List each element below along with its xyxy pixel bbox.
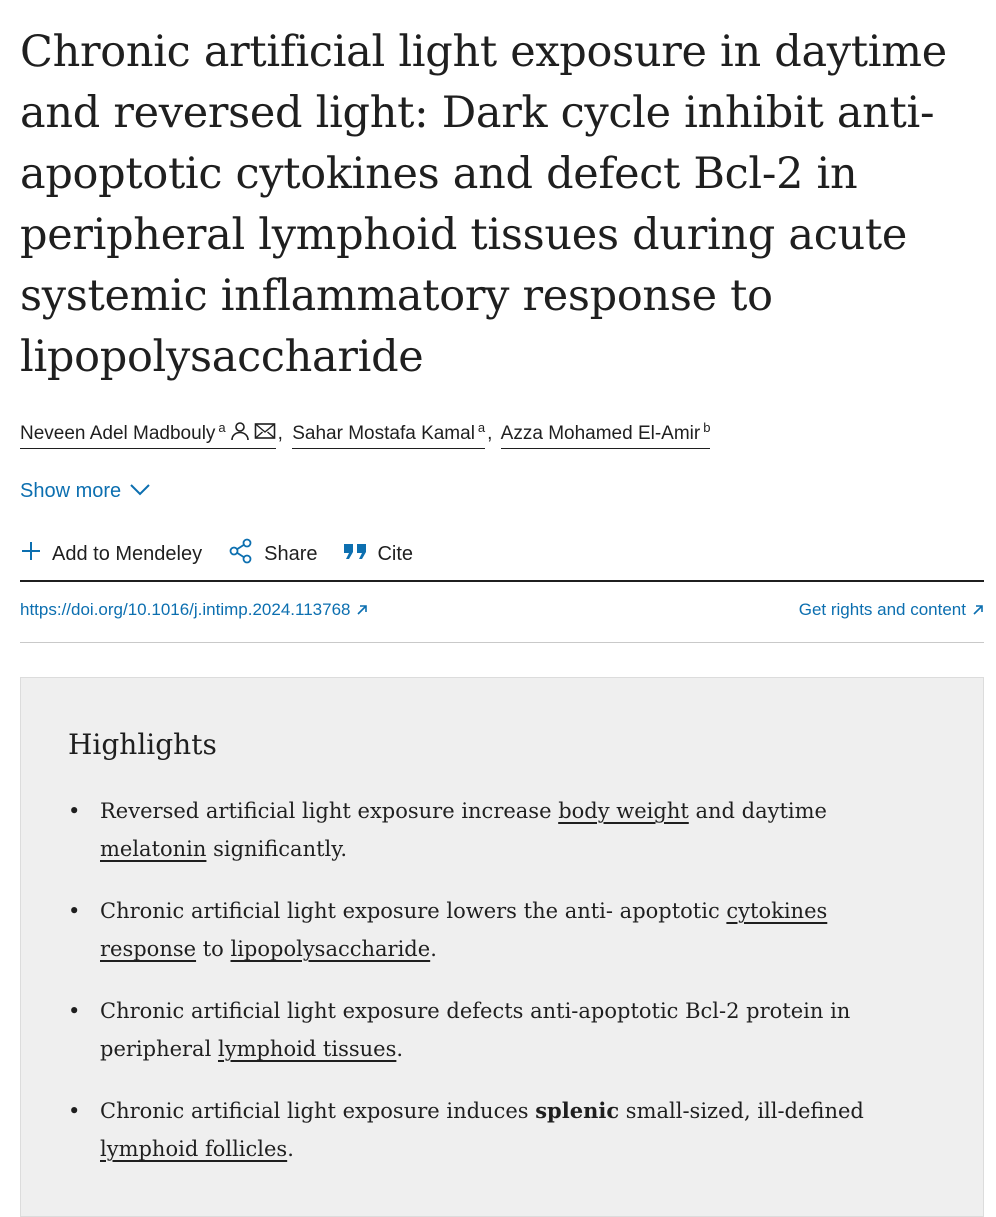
- chevron-down-icon: [129, 480, 151, 503]
- bold-text: splenic: [535, 1098, 620, 1123]
- affiliation-marker: a: [477, 420, 486, 435]
- author-separator: ,: [487, 423, 493, 445]
- highlight-text: Chronic artificial light exposure defects anti-apoptotic Bcl-2 protein in peripheral: [100, 999, 851, 1061]
- highlights-panel: [20, 677, 984, 1217]
- keyword-link[interactable]: body weight: [558, 799, 689, 823]
- highlight-item: [68, 992, 868, 1068]
- author-list: [20, 420, 710, 447]
- keyword-link[interactable]: cytokines response: [100, 899, 828, 961]
- rights-text: Get rights and content: [798, 600, 966, 619]
- highlight-text: significantly.: [206, 837, 348, 861]
- highlight-text: small-sized, ill-defined: [619, 1099, 864, 1123]
- doi-text: https://doi.org/10.1016/j.intimp.2024.113768: [20, 600, 351, 619]
- doi-link[interactable]: [20, 600, 368, 620]
- highlight-text: .: [430, 937, 437, 961]
- show-more-button[interactable]: [20, 480, 151, 503]
- highlight-text: and daytime: [688, 799, 827, 823]
- highlight-text: Chronic artificial light exposure induces: [100, 1099, 536, 1123]
- cite-button[interactable]: [343, 541, 413, 567]
- quote-icon: [343, 541, 367, 567]
- highlight-item: [68, 1092, 868, 1168]
- share-label: Share: [264, 542, 318, 565]
- add-to-mendeley-button[interactable]: [20, 540, 202, 568]
- highlights-list: [68, 792, 868, 1192]
- external-arrow-icon: [356, 604, 368, 616]
- share-button[interactable]: [228, 538, 317, 570]
- author-link-1[interactable]: [20, 420, 276, 449]
- get-rights-link[interactable]: [799, 600, 984, 620]
- affiliation-marker: a: [218, 420, 226, 435]
- highlight-text: .: [287, 1137, 294, 1161]
- link-row: [20, 600, 984, 620]
- author-separator: ,: [277, 423, 283, 445]
- keyword-link[interactable]: lymphoid follicles: [100, 1137, 288, 1161]
- share-icon: [228, 538, 254, 570]
- divider: [20, 642, 984, 643]
- divider: [20, 580, 984, 582]
- cite-label: Cite: [377, 542, 414, 565]
- plus-icon: [20, 540, 42, 568]
- highlight-item: [68, 792, 868, 868]
- highlight-text: to: [196, 937, 231, 961]
- keyword-link[interactable]: melatonin: [100, 837, 207, 861]
- highlight-item: [68, 892, 868, 968]
- author-link-2[interactable]: [292, 420, 486, 449]
- highlight-text: Chronic artificial light exposure lowers the anti- apoptotic: [100, 899, 727, 923]
- author-link-3[interactable]: [500, 420, 711, 449]
- highlight-text: .: [396, 1037, 404, 1061]
- mendeley-label: Add to Mendeley: [52, 542, 203, 565]
- keyword-link[interactable]: lymphoid tissues: [217, 1037, 397, 1061]
- article-title: Chronic artificial light exposure in daytime and reversed light: Dark cycle inhibit anti-apoptotic cytokines and defect Bcl-2 in peripheral lymphoid tissues during acute systemic inflammatory response to lipopolysaccharide: [20, 27, 947, 382]
- author-name: Azza Mohamed El-Amir: [500, 423, 701, 445]
- show-more-label: Show more: [20, 480, 122, 502]
- highlight-text: Reversed artificial light exposure increase: [100, 799, 559, 823]
- author-name: Neveen Adel Madbouly: [20, 423, 216, 445]
- email-icon: [254, 422, 276, 446]
- external-arrow-icon: [972, 604, 984, 616]
- person-icon: [230, 421, 250, 447]
- article-toolbar: [20, 538, 439, 570]
- author-name: Sahar Mostafa Kamal: [292, 423, 475, 445]
- affiliation-marker: b: [703, 420, 711, 435]
- keyword-link[interactable]: lipopolysaccharide: [230, 937, 431, 961]
- highlights-heading: Highlights: [68, 728, 217, 761]
